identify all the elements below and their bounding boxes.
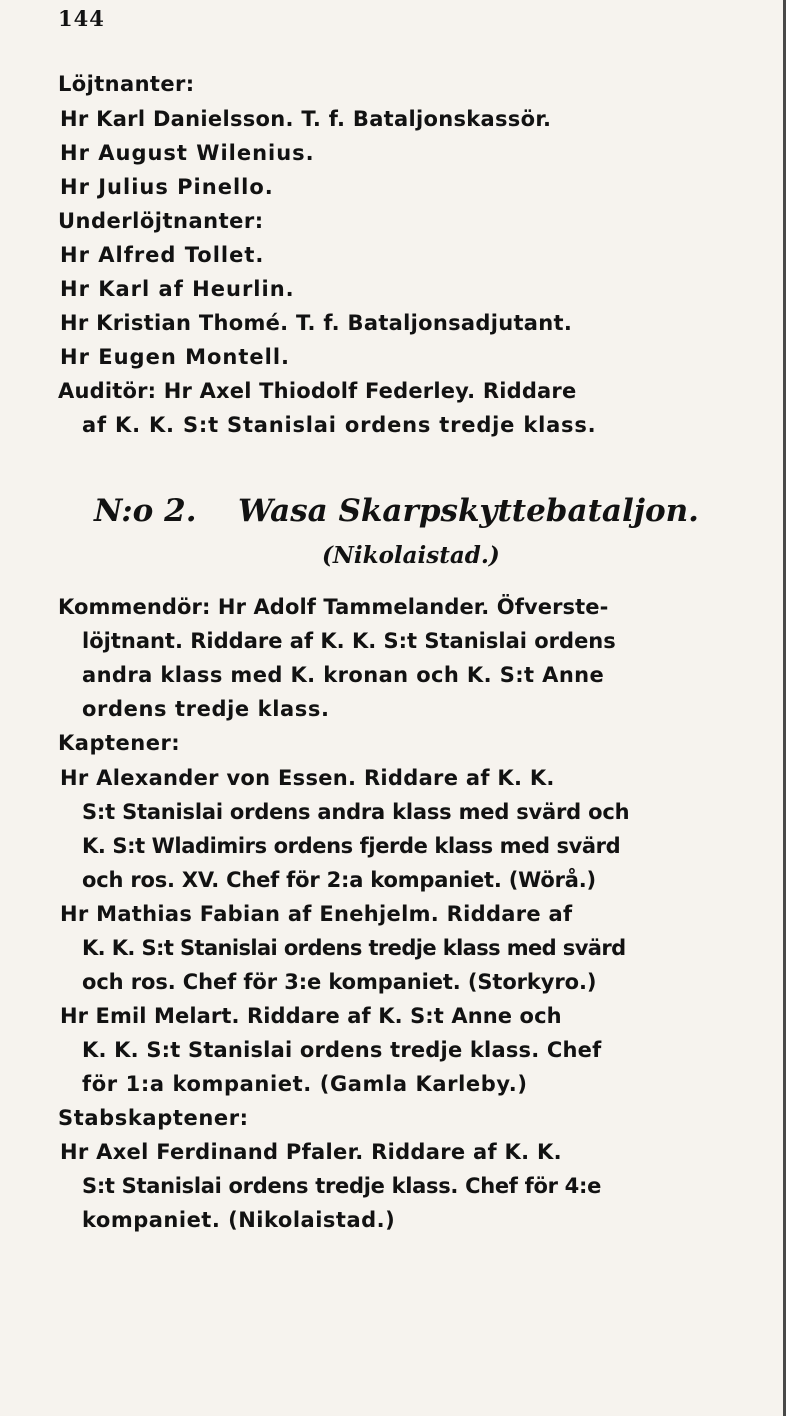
text-line: K. K. S:t Stanislai ordens tredje klass. Chef [82, 1038, 602, 1062]
text-line: S:t Stanislai ordens andra klass med svärd och [82, 800, 630, 824]
text-line: Hr Karl Danielsson. T. f. Bataljonskassör. [60, 107, 552, 131]
text-line: Hr Axel Ferdinand Pfaler. Riddare af K. K. [60, 1140, 562, 1164]
text-line: K. K. S:t Stanislai ordens tredje klass med svärd [82, 936, 626, 960]
text-line: Hr Karl af Heurlin. [60, 277, 295, 301]
text-line: och ros. Chef för 3:e kompaniet. (Storkyro.) [82, 970, 597, 994]
text-line: Hr Eugen Montell. [60, 345, 291, 369]
text-line: för 1:a kompaniet. (Gamla Karleby.) [82, 1072, 528, 1096]
section-label-captains: Kaptener: [58, 731, 181, 755]
text-line: Auditör: Hr Axel Thiodolf Federley. Riddare [58, 379, 577, 403]
section-label-staff-captains: Stabskaptener: [58, 1106, 249, 1130]
section-label-sublieutenants: Underlöjtnanter: [58, 209, 264, 233]
text-line: Hr Kristian Thomé. T. f. Bataljonsadjutant. [60, 311, 573, 335]
heading-location: (Nikolaistad.) [322, 542, 500, 569]
section-label-lieutenants: Löjtnanter: [58, 72, 195, 96]
text-line: Hr Alfred Tollet. [60, 243, 265, 267]
heading-number: N:o 2. [94, 493, 197, 529]
text-line: Hr Emil Melart. Riddare af K. S:t Anne och [60, 1004, 562, 1028]
text-line: Hr Mathias Fabian af Enehjelm. Riddare af [60, 902, 573, 926]
text-line: löjtnant. Riddare af K. K. S:t Stanislai ordens [82, 629, 616, 653]
text-line: kompaniet. (Nikolaistad.) [82, 1208, 396, 1232]
heading-title: Wasa Skarpskyttebataljon. [238, 493, 699, 529]
text-line: och ros. XV. Chef för 2:a kompaniet. (Wörå.) [82, 868, 596, 892]
text-line: Hr Julius Pinello. [60, 175, 274, 199]
text-line: K. S:t Wladimirs ordens fjerde klass med svärd [82, 834, 621, 858]
text-line: af K. K. S:t Stanislai ordens tredje klass. [82, 413, 597, 437]
text-line: andra klass med K. kronan och K. S:t Anne [82, 663, 605, 687]
text-line: ordens tredje klass. [82, 697, 330, 721]
page-number: 144 [58, 6, 105, 31]
text-line: Hr August Wilenius. [60, 141, 315, 165]
text-line: Kommendör: Hr Adolf Tammelander. Öfverste- [58, 595, 609, 619]
text-line: Hr Alexander von Essen. Riddare af K. K. [60, 766, 555, 790]
text-line: S:t Stanislai ordens tredje klass. Chef för 4:e [82, 1174, 602, 1198]
